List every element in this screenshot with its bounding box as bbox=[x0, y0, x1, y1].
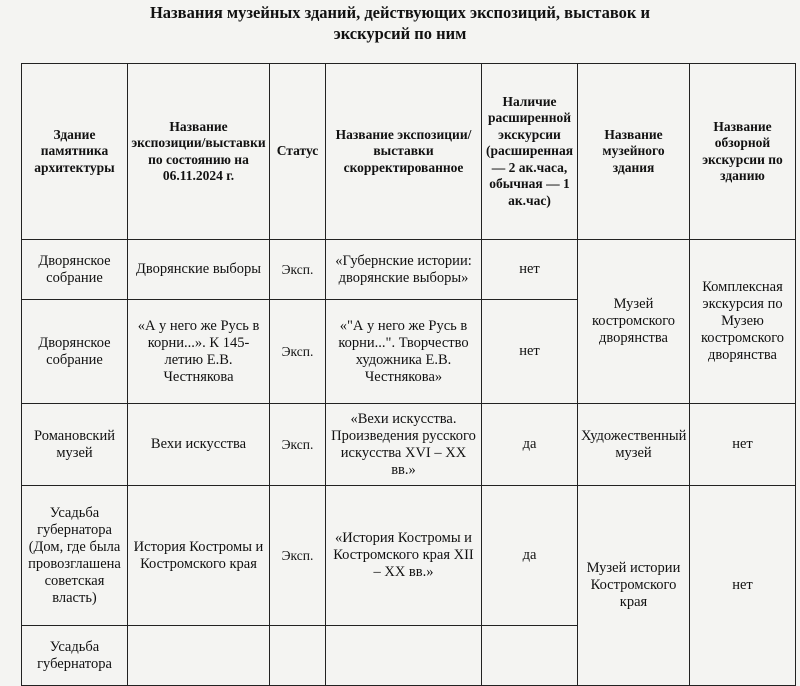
cell-overview-tour: нет bbox=[690, 404, 796, 486]
cell-status: Эксп. bbox=[270, 300, 326, 404]
cell-building: Дворянское собрание bbox=[22, 240, 128, 300]
cell-exhibition-current: Вехи искусства bbox=[128, 404, 270, 486]
cell-exhibition-current bbox=[128, 626, 270, 686]
cell-exhibition-current: Дворянские выборы bbox=[128, 240, 270, 300]
cell-exhibition-corrected: «История Костромы и Костромского края XII – XX вв.» bbox=[326, 486, 482, 626]
cell-museum-building: Музей костромского дворянства bbox=[578, 240, 690, 404]
cell-status: Эксп. bbox=[270, 240, 326, 300]
buildings-table bbox=[21, 63, 796, 686]
cell-building: Усадьба губернатора bbox=[22, 626, 128, 686]
table-row bbox=[22, 404, 796, 486]
header-overview-tour: Название обзорной экскурсии по зданию bbox=[690, 64, 796, 240]
cell-building: Романовский музей bbox=[22, 404, 128, 486]
title-line-2: экскурсий по ним bbox=[333, 24, 467, 43]
document-title bbox=[0, 2, 800, 44]
cell-status: Эксп. bbox=[270, 486, 326, 626]
header-row bbox=[22, 64, 796, 240]
cell-status: Эксп. bbox=[270, 404, 326, 486]
cell-museum-building: Музей истории Костромского края bbox=[578, 486, 690, 686]
cell-extended-tour: нет bbox=[482, 240, 578, 300]
header-museum-building: Название музейного здания bbox=[578, 64, 690, 240]
title-line-1: Названия музейных зданий, действующих экспозиций, выставок и bbox=[149, 3, 651, 22]
cell-extended-tour: нет bbox=[482, 300, 578, 404]
header-status: Статус bbox=[270, 64, 326, 240]
cell-overview-tour: Комплексная экскурсия по Музею костромского дворянства bbox=[690, 240, 796, 404]
table-row bbox=[22, 486, 796, 626]
table-row bbox=[22, 240, 796, 300]
cell-exhibition-corrected: «Вехи искусства. Произведения русского искусства XVI – XX вв.» bbox=[326, 404, 482, 486]
cell-building: Усадьба губернатора (Дом, где была провозглашена советская власть) bbox=[22, 486, 128, 626]
cell-exhibition-corrected bbox=[326, 626, 482, 686]
cell-museum-building: Художественный музей bbox=[578, 404, 690, 486]
cell-exhibition-corrected: «Губернские истории: дворянские выборы» bbox=[326, 240, 482, 300]
cell-exhibition-current: «А у него же Русь в корни...». К 145-летию Е.В. Честнякова bbox=[128, 300, 270, 404]
header-exhibition-current: Название экспозиции/выставки по состоянию на 06.11.2024 г. bbox=[128, 64, 270, 240]
cell-exhibition-current: История Костромы и Костромского края bbox=[128, 486, 270, 626]
header-extended-tour: Наличие расширенной экскурсии (расширенная — 2 ак.часа, обычная — 1 ак.час) bbox=[482, 64, 578, 240]
cell-extended-tour: да bbox=[482, 404, 578, 486]
cell-status bbox=[270, 626, 326, 686]
cell-overview-tour: нет bbox=[690, 486, 796, 686]
cell-extended-tour: да bbox=[482, 486, 578, 626]
header-exhibition-corrected: Название экспозиции/выставки скорректированное bbox=[326, 64, 482, 240]
cell-building: Дворянское собрание bbox=[22, 300, 128, 404]
cell-extended-tour bbox=[482, 626, 578, 686]
header-building: Здание памятника архитектуры bbox=[22, 64, 128, 240]
cell-exhibition-corrected: «"А у него же Русь в корни...". Творчество художника Е.В. Честнякова» bbox=[326, 300, 482, 404]
